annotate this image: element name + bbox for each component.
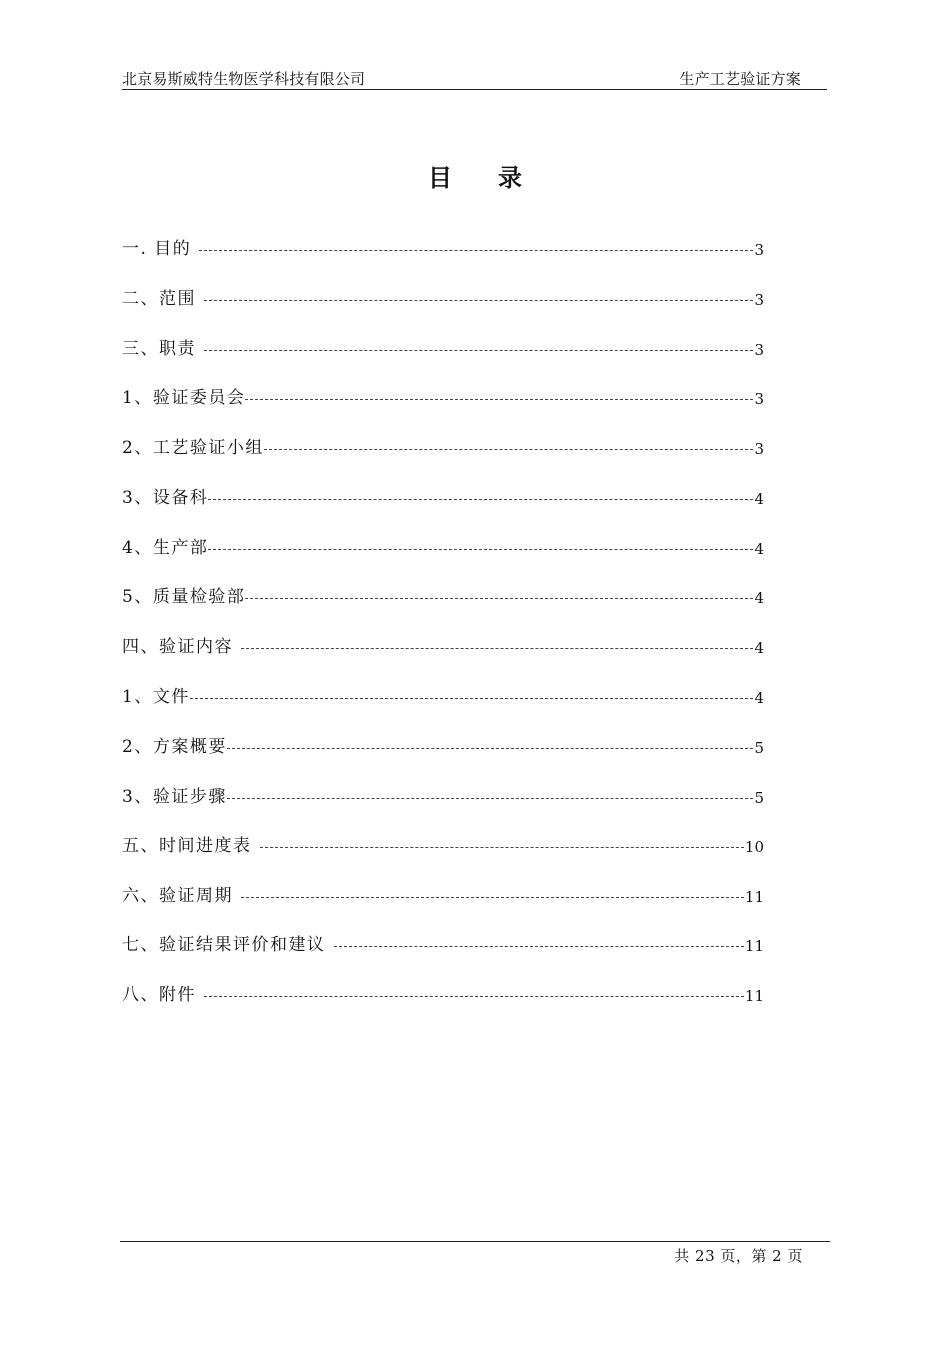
toc-entry-page: 3 [754,291,764,309]
toc-entry-text: 5、质量检验部 [122,587,246,607]
toc-entry[interactable] [122,683,764,707]
toc-leader [208,549,753,550]
toc-entry-text: 1、文件 [122,687,190,707]
toc-entry-page: 5 [754,789,764,807]
toc-entry-text: 3、验证步骤 [122,787,227,807]
toc-entry-page: 3 [754,390,764,408]
toc-entry-text: 2、方案概要 [122,737,227,757]
toc-entry-page: 4 [754,540,764,558]
toc-entry[interactable] [122,583,764,607]
toc-leader [208,499,753,500]
toc-entry-page: 4 [754,639,764,657]
toc-title: 目录 [428,164,568,192]
toc-entry[interactable] [122,235,764,259]
toc-entry-page: 4 [754,689,764,707]
toc-entry[interactable] [122,534,764,558]
toc-leader [334,946,744,947]
toc-entry-text: 1、验证委员会 [122,388,246,408]
toc-entry[interactable] [122,335,764,359]
toc-entry-text: 六、验证周期 [122,886,233,906]
toc-entry[interactable] [122,733,764,757]
toc-entry-text: 三、职责 [122,339,196,359]
toc-entry-text: 七、验证结果评价和建议 [122,935,326,955]
toc-entry-page: 3 [754,241,764,259]
header-company: 北京易斯威特生物医学科技有限公司 [122,70,366,88]
toc-leader [199,250,753,251]
toc-entry-page: 10 [744,838,764,856]
toc-entry-page: 3 [754,341,764,359]
toc-entry[interactable] [122,384,764,408]
toc-entry-text: 二、范围 [122,289,196,309]
toc-entry-page: 11 [744,987,764,1005]
header-doc-title: 生产工艺验证方案 [679,70,801,88]
toc-entry-text: 五、时间进度表 [122,836,252,856]
toc-entry-text: 4、生产部 [122,538,209,558]
page-header [122,66,827,90]
toc-entry-text: 四、验证内容 [122,637,233,657]
toc-entry-text: 八、附件 [122,985,196,1005]
toc-leader [190,698,754,699]
toc-entry-text: 一. 目的 [122,239,192,259]
toc-entry-page: 4 [754,490,764,508]
toc-leader [241,648,753,649]
toc-entry[interactable] [122,633,764,657]
toc-leader [264,449,754,450]
toc-entry-text: 2、工艺验证小组 [122,438,264,458]
toc-leader [227,798,754,799]
toc-entry[interactable] [122,832,764,856]
toc-entry[interactable] [122,484,764,508]
page-number: 共 23 页，第 2 页 [674,1247,803,1265]
toc-entry[interactable] [122,882,764,906]
toc-entry-page: 11 [744,888,764,906]
toc-entry[interactable] [122,285,764,309]
toc-leader [204,300,753,301]
toc-entry[interactable] [122,434,764,458]
toc-leader [241,897,744,898]
toc-entry-page: 4 [754,589,764,607]
toc-leader [227,748,754,749]
toc-entry[interactable] [122,783,764,807]
toc-entry-page: 3 [754,440,764,458]
toc-entry[interactable] [122,981,764,1005]
toc-leader [204,996,744,997]
toc-entry-page: 11 [744,937,764,955]
toc-leader [260,847,744,848]
toc-entry[interactable] [122,931,764,955]
page-footer [120,1241,830,1265]
toc-entry-text: 3、设备科 [122,488,209,508]
toc-entry-page: 5 [754,739,764,757]
toc-leader [245,598,753,599]
toc-leader [204,350,753,351]
toc-leader [245,399,753,400]
